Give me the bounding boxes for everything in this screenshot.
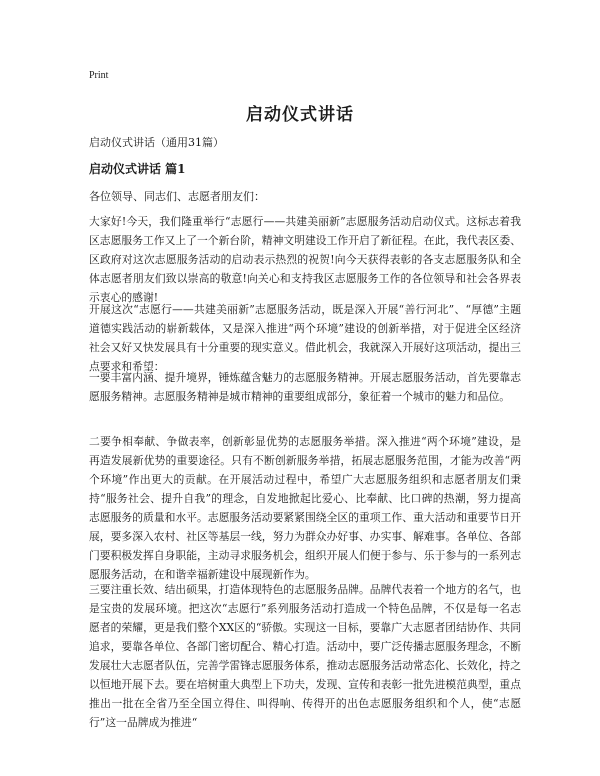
paragraph-significance: 开展这次“志愿行——共建美丽新”志愿服务活动，既是深入开展“善行河北”、“厚德”主题道德实践活动的崭新载体，又是深入推进“两个环境”建设的创新举措，对于促进全区经济社会又好又快发展具有十分重要的现实意义。借此机会，我就深入开展好这项活动，提出三点要求和希望：: [89, 303, 521, 373]
paragraph-opening: 大家好!今天，我们隆重举行“志愿行——共建美丽新”志愿服务活动启动仪式。这标志着我区志愿服务工作又上了一个新台阶，精神文明建设工作开启了新征程。在此，我代表区委、区政府对这次志愿服务活动的启动表示热烈的祝贺!向今天获得表彰的各支志愿服务队和全体志愿者朋友们致以崇高的敬意!向关心和支持我区志愿服务工作的各位领导和社会各界表示衷心的感谢!: [89, 215, 521, 304]
print-link[interactable]: Print: [89, 70, 109, 81]
paragraph-requirement-2: 二要争相奉献、争做表率，创新彰显优势的志愿服务举措。深入推进“两个环境”建设，是再造发展新优势的重要途径。只有不断创新服务举措，拓展志愿服务范围，才能为改善“两个环境”作出更大的贡献。在开展活动过程中，希望广大志愿服务组织和志愿者朋友们秉持“服务社会、提升自我”的理念，自发地掀起比爱心、比奉献、比口碑的热潮，努力提高志愿服务的质量和水平。志愿服务活动要紧紧围绕全区的重项工作、重大活动和重要节日开展，要多深入农村、社区等基层一线，努力为群众办好事、办实事、解难事。各单位、各部门要积极发挥自身职能，主动寻求服务机会，组织开展人们便于参与、乐于参与的一系列志愿服务活动，在和谐幸福新建设中展现新作为。: [89, 435, 521, 581]
paragraph-requirement-3: 三要注重长效、结出硕果，打造体现特色的志愿服务品牌。品牌代表着一个地方的名气，也是宝贵的发展环境。把这次“志愿行”系列服务活动打造成一个特色品牌，不仅是每一名志愿者的荣耀，更是我们整个XX区的“骄傲。实现这一目标，要靠广大志愿者团结协作、共同追求，要靠各单位、各部门密切配合、精心打造。活动中，要广泛传播志愿服务理念，不断发展壮大志愿者队伍，完善学雷锋志愿服务体系，推动志愿服务活动常态化、长效化，持之以恒地开展下去。要在培树重大典型上下功夫，发现、宣传和表彰一批先进模范典型，重点推出一批在全省乃至全国立得住、叫得响、传得开的出色志愿服务组织和个人，使“志愿行”这一品牌成为推进“: [89, 583, 521, 729]
paragraph-requirement-1: 一要丰富内涵、提升境界，锤炼蕴含魅力的志愿服务精神。开展志愿服务活动，首先要靠志愿服务精神。志愿服务精神是城市精神的重要组成部分，象征着一个城市的魅力和品位。: [89, 371, 521, 403]
page-title: 启动仪式讲话: [246, 105, 354, 125]
greeting-line: 各位领导、同志们、志愿者朋友们：: [89, 190, 265, 203]
document-subtitle: 启动仪式讲话（通用31篇）: [89, 136, 224, 149]
section-heading: 启动仪式讲话 篇1: [89, 162, 186, 176]
